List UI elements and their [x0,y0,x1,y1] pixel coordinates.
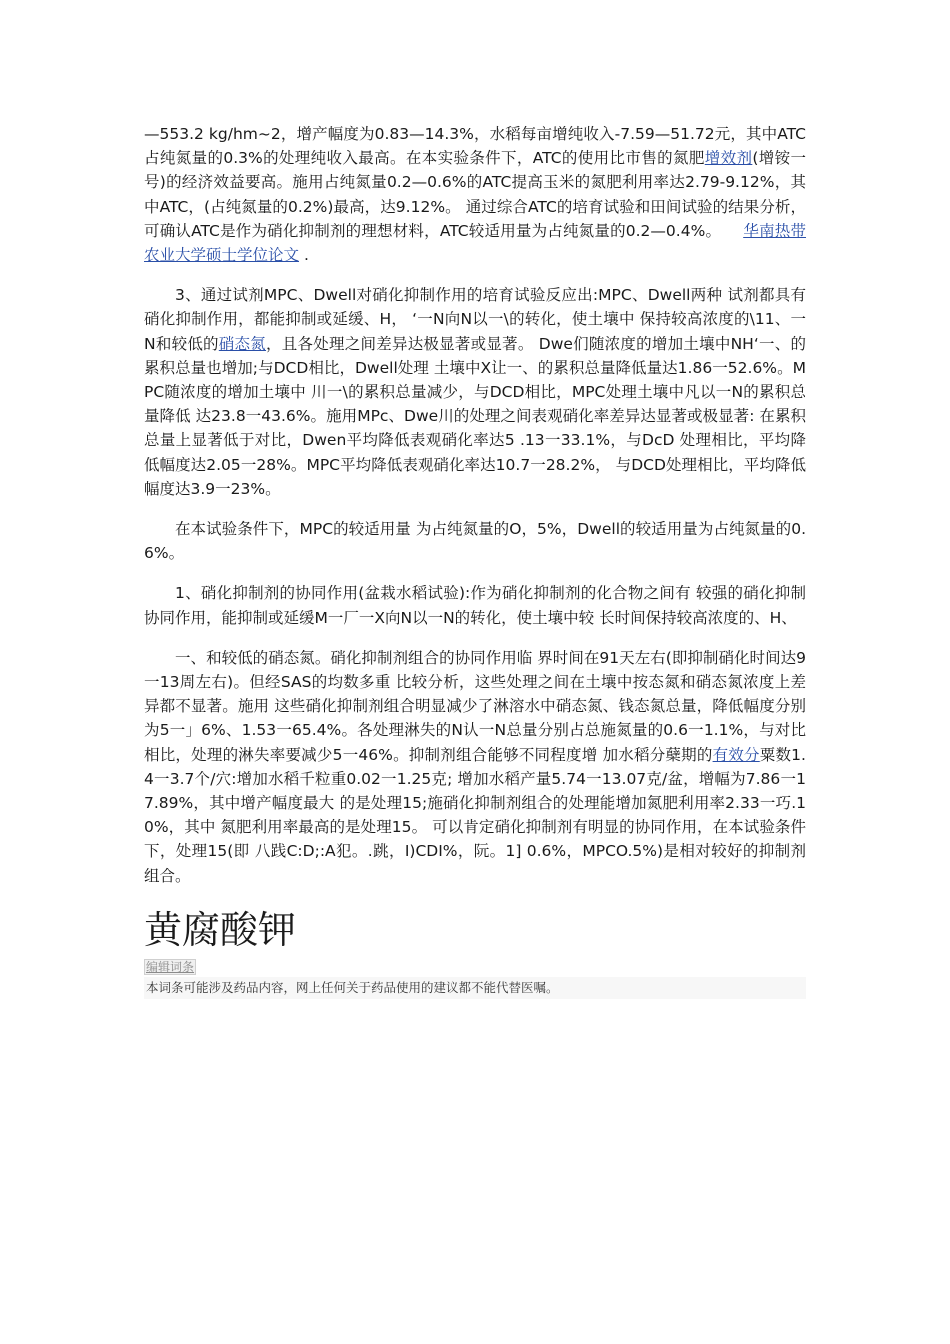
paragraph-2-text-b: ，且各处理之间差异达极显著或显著。 Dwe们随浓度的增加土壤中NH‘一、的累积总量也增加;与DCD相比，Dwell处理 土壤中X让一、的累积总量降低量达1.86一52.6%。MPC随浓度的增加土壤中 川一\的累积总量减少，与DCD相比，MPC处理土壤中凡以一N的累积总量降低 达23.8一43.6%。施用MPc、Dwe川的处理之间表观硝化率差异达显著或极显著: 在累积总量上显著低于对比，Dwen平均降低表观硝化率达5 .13一33.1%，与DcD 处理相比，平均降低幅度达2.05一28%。MPC平均降低表观硝化率达10.7一28.2%， 与DCD处理相比，平均降低幅度达3.9一23%。 [144,334,806,498]
link-effective-tiller[interactable]: 有效分 [712,745,760,764]
edit-row [144,956,806,975]
paragraph-2 [144,283,806,501]
paragraph-5-text-a: 一、和较低的硝态氮。硝化抑制剂组合的协同作用临 界时间在91天左右(即抑制硝化时间达9一13周左右)。但经SAS的均数多重 比较分析，这些处理之间在土壤中按态氮和硝态氮浓度上差异都不显著。施用 这些硝化抑制剂组合明显减少了淋溶水中硝态氮、钱态氮总量，降低幅度分别 为5一」6%、1.53一65.4%。各处理淋失的N认一N总量分别占总施氮量的0.6一1.1%，与对比相比，处理的淋失率要减少5一46%。抑制剂组合能够不同程度增 加水稻分蘖期的 [144,648,806,764]
edit-entry-button[interactable]: 编辑词条 [146,959,195,974]
paragraph-1-text-b: (增铵一号)的经济效益要高。施用占纯氮量0.2—0.6%的ATC提高玉米的氮肥利用率达2.79-9.12%，其中ATC，(占纯氮量的0.2%)最高，达9.12%。 通过综合ATC的培育试验和田间试验的结果分析，可确认ATC是作为硝化抑制剂的理想材料，ATC较适用量为占纯氮量的0.2—0.4%。 [144,149,806,240]
paragraph-3: 在本试验条件下，MPC的较适用量 为占纯氮量的O，5%，Dwell的较适用量为占纯氮量的0.6%。 [144,520,806,563]
paragraph-1-text-c: . [299,246,309,265]
paragraph-4: 1、硝化抑制剂的协同作用(盆栽水稻试验):作为硝化抑制剂的化合物之间有 较强的硝化抑制协同作用，能抑制或延缓M一厂一X向N以一N的转化，使土壤中较 长时间保持较高浓度的、H、 [144,584,806,627]
link-thesis-source[interactable]: 华南热带农业大学硕士学位论文 [144,221,806,265]
section-title: 黄腐酸钾 [144,907,297,952]
paragraph-5-text-b: 粟数1.4一3.7个/穴:增加水稻千粒重0.02一1.25克; 增加水稻产量5.74一13.07克/盆，增幅为7.86一17.89%，其中增产幅度最大 的是处理15;施硝化抑制剂组合的处理能增加氮肥利用率2.33一巧.10%，其中 氮肥利用率最高的是处理15。 可以肯定硝化抑制剂有明显的协同作用，在本试验条件下，处理15(即 八践C:D;:A犯。.跳，I)CDI%，阮。1] 0.6%，MPCO.5%)是相对较好的抑制剂组合。 [144,745,806,885]
paragraph-2-text-a: 3、通过试剂MPC、Dwell对硝化抑制作用的培育试验反应出:MPC、Dwell两种 试剂都具有硝化抑制作用，都能抑制或延缓、H， ‘一N向N以一\的转化，使土壤中 保持较高浓度的\11、一N和较低的 [144,286,806,353]
medical-notice: 本词条可能涉及药品内容，网上任何关于药品使用的建议都不能代替医嘱。 [144,977,806,999]
paragraph-1-text-a: —553.2 kg/hm~2，增产幅度为0.83—14.3%，水稻每亩增纯收入-7.59—51.72元，其中ATC占纯氮量的0.3%的处理纯收入最高。在本实验条件下，ATC的使用比市售的氮肥 [144,125,806,168]
paragraph-5 [144,646,806,888]
link-nitrate-nitrogen[interactable]: 硝态氮 [218,334,267,353]
paragraph-1 [144,122,806,267]
document-body [144,122,806,999]
link-synergist[interactable]: 增效剂 [704,149,753,168]
